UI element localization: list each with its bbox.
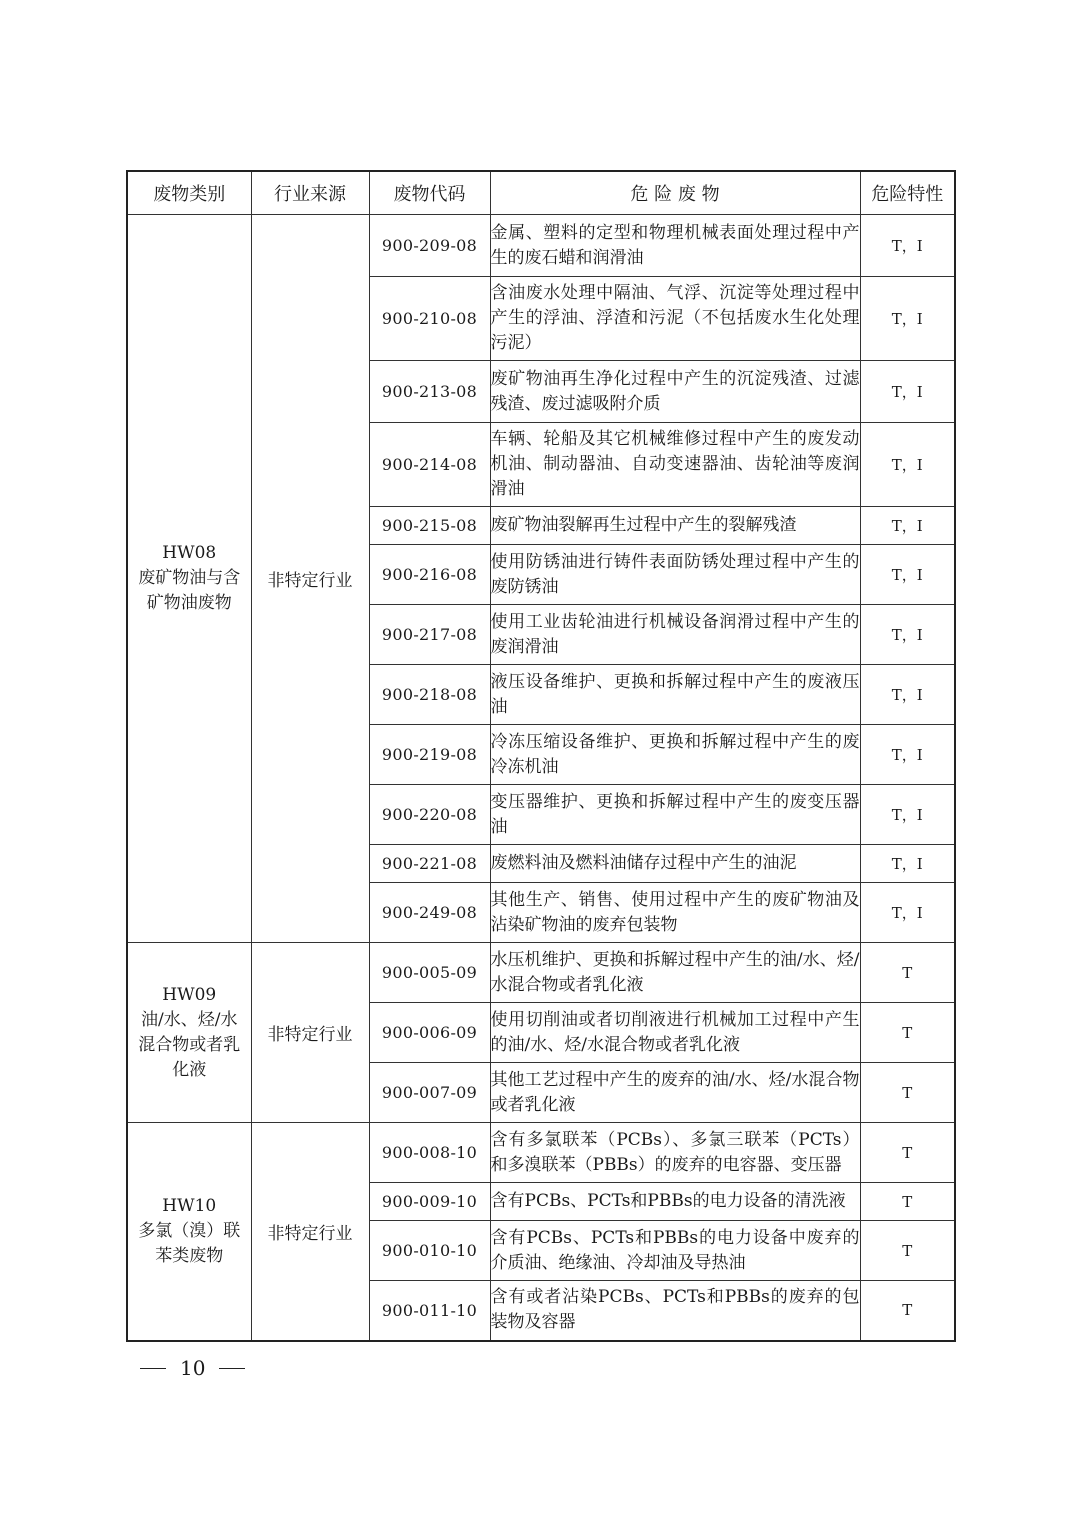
waste-code-cell: 900-219-08 [369, 725, 490, 785]
waste-description-cell: 废燃料油及燃料油储存过程中产生的油泥 [490, 845, 860, 883]
hazard-characteristic-cell: T，I [860, 883, 955, 943]
hazard-characteristic-cell: T，I [860, 665, 955, 725]
hazard-characteristic-cell: T，I [860, 605, 955, 665]
table-header-row [127, 171, 955, 215]
hazard-characteristic-cell: T，I [860, 545, 955, 605]
header-industry-source: 行业来源 [251, 171, 369, 215]
table-body [127, 215, 955, 1341]
industry-source-cell: 非特定行业 [251, 1123, 369, 1341]
hazard-characteristic-cell: T [860, 1221, 955, 1281]
hazard-characteristic-cell: T，I [860, 785, 955, 845]
header-hazard-characteristic: 危险特性 [860, 171, 955, 215]
hazard-characteristic-cell: T，I [860, 361, 955, 423]
waste-description-cell: 其他生产、销售、使用过程中产生的废矿物油及沾染矿物油的废弃包装物 [490, 883, 860, 943]
waste-category-cell [127, 943, 251, 1123]
header-waste-code: 废物代码 [369, 171, 490, 215]
waste-code-cell: 900-008-10 [369, 1123, 490, 1183]
waste-category-line: 废矿物油与含 [138, 568, 241, 588]
hazard-characteristic-cell: T [860, 1003, 955, 1063]
waste-category-line: 混合物或者乳 [138, 1034, 241, 1055]
waste-description-cell: 水压机维护、更换和拆解过程中产生的油/水、烃/水混合物或者乳化液 [490, 943, 860, 1003]
waste-code-cell: 900-006-09 [369, 1003, 490, 1063]
waste-category-cell [127, 215, 251, 943]
waste-description-cell: 车辆、轮船及其它机械维修过程中产生的废发动机油、制动器油、自动变速器油、齿轮油等废润滑油 [490, 423, 860, 507]
waste-description-cell: 冷冻压缩设备维护、更换和拆解过程中产生的废冷冻机油 [490, 725, 860, 785]
waste-description-cell: 含油废水处理中隔油、气浮、沉淀等处理过程中产生的浮油、浮渣和污泥（不包括废水生化处理污泥） [490, 277, 860, 361]
waste-category-line: 化液 [172, 1059, 207, 1080]
waste-code-cell: 900-011-10 [369, 1281, 490, 1341]
hazard-characteristic-cell: T [860, 1123, 955, 1183]
table-row [127, 215, 955, 277]
waste-code-cell: 900-210-08 [369, 277, 490, 361]
waste-code-cell: 900-215-08 [369, 507, 490, 545]
waste-category-line: 矿物油废物 [146, 593, 232, 613]
waste-description-cell: 废矿物油裂解再生过程中产生的裂解残渣 [490, 507, 860, 545]
hazard-characteristic-cell: T，I [860, 845, 955, 883]
header-hazardous-waste: 危 险 废 物 [490, 171, 860, 215]
page-number: 10 [180, 1356, 206, 1380]
waste-code-cell: 900-217-08 [369, 605, 490, 665]
waste-code-cell: 900-249-08 [369, 883, 490, 943]
waste-description-cell: 使用工业齿轮油进行机械设备润滑过程中产生的废润滑油 [490, 605, 860, 665]
waste-code-cell: 900-209-08 [369, 215, 490, 277]
hazard-characteristic-cell: T [860, 943, 955, 1003]
waste-code-cell: 900-218-08 [369, 665, 490, 725]
waste-code-cell: 900-213-08 [369, 361, 490, 423]
footer-dash-left [140, 1368, 166, 1369]
waste-description-cell: 变压器维护、更换和拆解过程中产生的废变压器油 [490, 785, 860, 845]
footer-dash-right [219, 1368, 245, 1369]
waste-description-cell: 其他工艺过程中产生的废弃的油/水、烃/水混合物或者乳化液 [490, 1063, 860, 1123]
hazard-characteristic-cell: T [860, 1183, 955, 1221]
waste-description-cell: 废矿物油再生净化过程中产生的沉淀残渣、过滤残渣、废过滤吸附介质 [490, 361, 860, 423]
hazard-characteristic-cell: T，I [860, 423, 955, 507]
waste-description-cell: 使用切削油或者切削液进行机械加工过程中产生的油/水、烃/水混合物或者乳化液 [490, 1003, 860, 1063]
hazard-characteristic-cell: T [860, 1063, 955, 1123]
waste-code-cell: 900-216-08 [369, 545, 490, 605]
waste-description-cell: 含有或者沾染PCBs、PCTs和PBBs的废弃的包装物及容器 [490, 1281, 860, 1341]
waste-category-cell [127, 1123, 251, 1341]
waste-description-cell: 含有多氯联苯（PCBs）、多氯三联苯（PCTs）和多溴联苯（PBBs）的废弃的电容器、变压器 [490, 1123, 860, 1183]
waste-code-cell: 900-009-10 [369, 1183, 490, 1221]
hazardous-waste-table [126, 170, 956, 1342]
waste-category-line: HW08 [162, 543, 217, 563]
waste-category-line: HW10 [162, 1195, 217, 1216]
hazard-characteristic-cell: T，I [860, 277, 955, 361]
waste-category-line: 油/水、烃/水 [141, 1009, 238, 1030]
waste-code-cell: 900-220-08 [369, 785, 490, 845]
waste-category-line: 多氯（溴）联 [138, 1220, 241, 1241]
waste-description-cell: 金属、塑料的定型和物理机械表面处理过程中产生的废石蜡和润滑油 [490, 215, 860, 277]
table-row [127, 943, 955, 1003]
waste-category-line: 苯类废物 [155, 1245, 224, 1266]
waste-description-cell: 含有PCBs、PCTs和PBBs的电力设备的清洗液 [490, 1183, 860, 1221]
waste-description-cell: 使用防锈油进行铸件表面防锈处理过程中产生的废防锈油 [490, 545, 860, 605]
waste-code-cell: 900-007-09 [369, 1063, 490, 1123]
waste-category-line: HW09 [162, 984, 217, 1005]
waste-code-cell: 900-005-09 [369, 943, 490, 1003]
hazard-characteristic-cell: T，I [860, 215, 955, 277]
page-footer [140, 1356, 245, 1380]
waste-code-cell: 900-221-08 [369, 845, 490, 883]
industry-source-cell: 非特定行业 [251, 215, 369, 943]
hazard-characteristic-cell: T，I [860, 507, 955, 545]
waste-description-cell: 液压设备维护、更换和拆解过程中产生的废液压油 [490, 665, 860, 725]
waste-description-cell: 含有PCBs、PCTs和PBBs的电力设备中废弃的介质油、绝缘油、冷却油及导热油 [490, 1221, 860, 1281]
waste-code-cell: 900-010-10 [369, 1221, 490, 1281]
table-row [127, 1123, 955, 1183]
waste-code-cell: 900-214-08 [369, 423, 490, 507]
hazard-characteristic-cell: T [860, 1281, 955, 1341]
header-waste-category: 废物类别 [127, 171, 251, 215]
hazard-characteristic-cell: T，I [860, 725, 955, 785]
industry-source-cell: 非特定行业 [251, 943, 369, 1123]
